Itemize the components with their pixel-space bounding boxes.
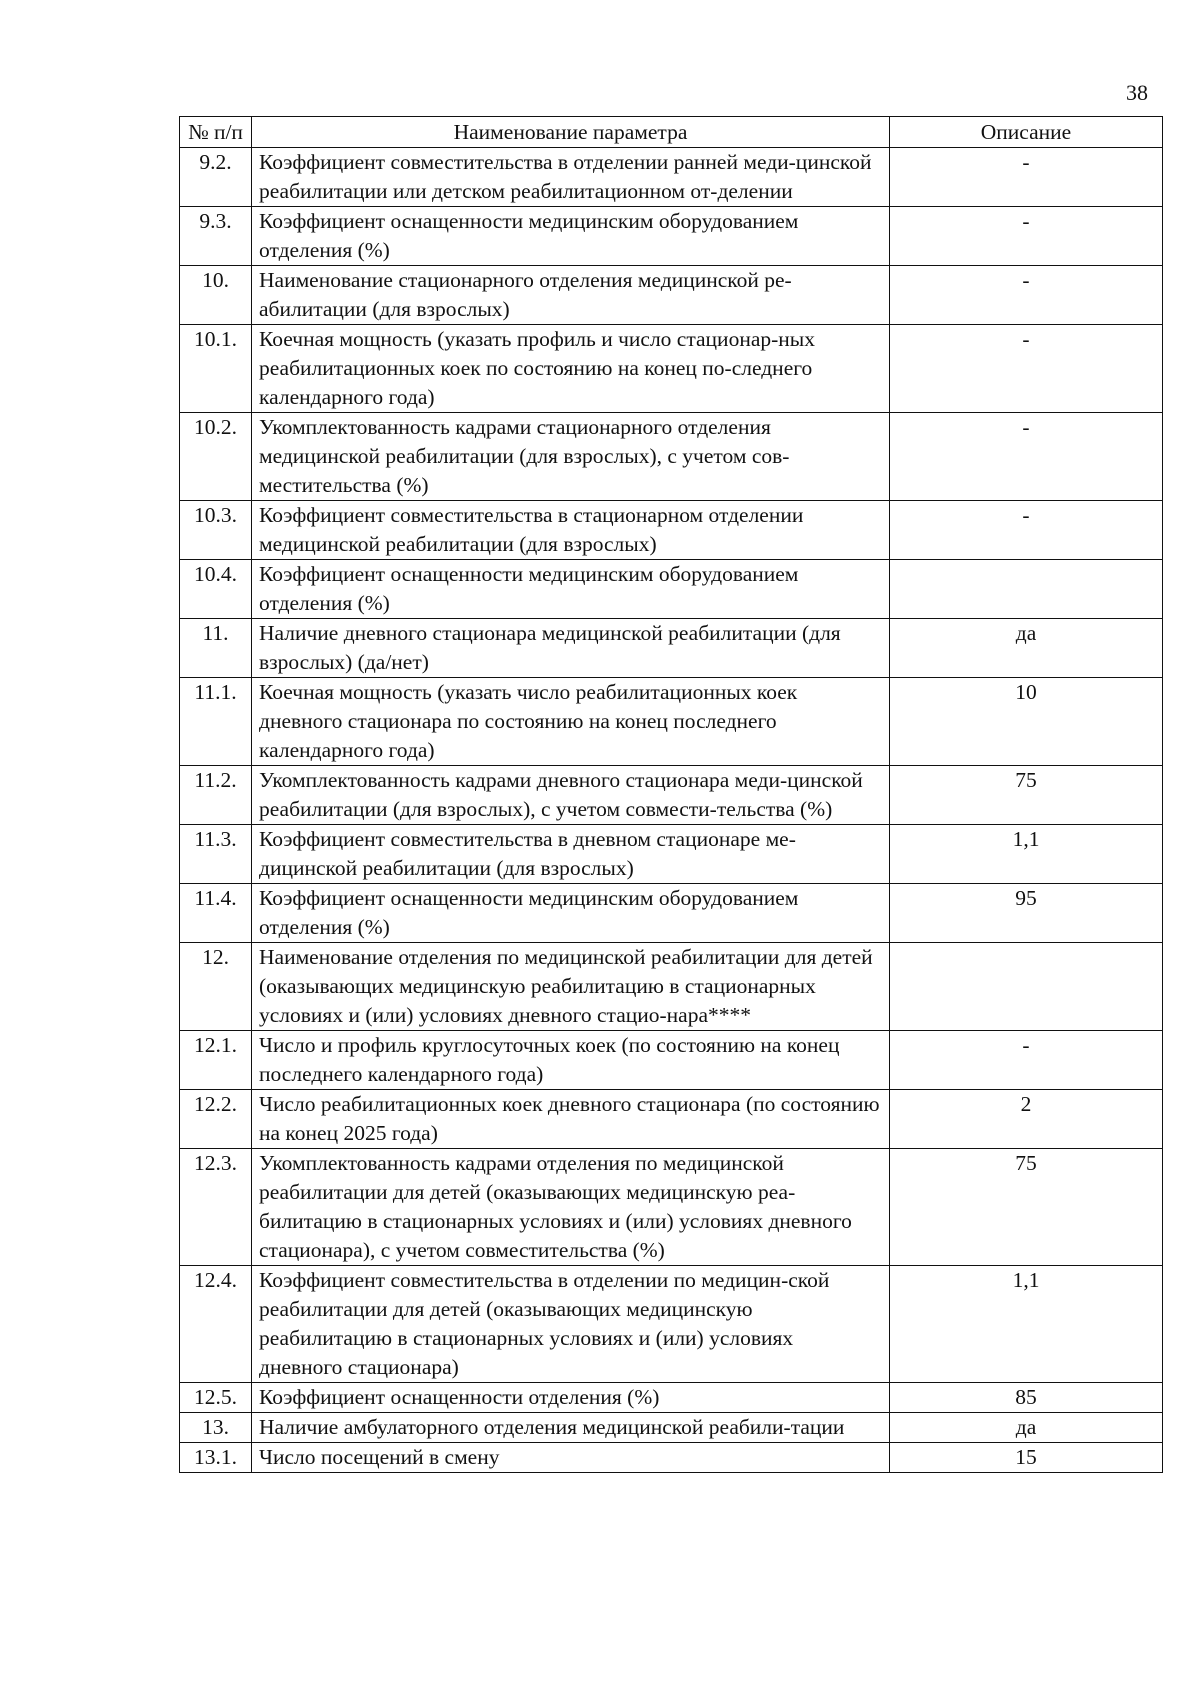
row-parameter-name: Коэффициент совместительства в стационарном отделении медицинской реабилитации (для взрослых) (252, 501, 890, 560)
table-row (180, 1383, 1163, 1413)
table-row (180, 266, 1163, 325)
row-parameter-name: Коэффициент совместительства в отделении по медицин-ской реабилитации для детей (оказывающих медицинскую реабилитацию в стационарных условиях и (или) условиях дневного стационара) (252, 1266, 890, 1383)
header-parameter-name: Наименование параметра (252, 117, 890, 148)
row-description: да (890, 1413, 1163, 1443)
row-parameter-name: Наличие амбулаторного отделения медицинской реабили-тации (252, 1413, 890, 1443)
row-description: 75 (890, 766, 1163, 825)
table-row (180, 1443, 1163, 1473)
row-number: 13. (180, 1413, 252, 1443)
table-row (180, 678, 1163, 766)
parameters-table (179, 116, 1163, 1473)
row-description: 75 (890, 1149, 1163, 1266)
row-number: 12.4. (180, 1266, 252, 1383)
row-description: 10 (890, 678, 1163, 766)
row-parameter-name: Наличие дневного стационара медицинской реабилитации (для взрослых) (да/нет) (252, 619, 890, 678)
row-description: 1,1 (890, 1266, 1163, 1383)
table-row (180, 207, 1163, 266)
row-description: 15 (890, 1443, 1163, 1473)
row-number: 9.3. (180, 207, 252, 266)
table-header-row (180, 117, 1163, 148)
row-description: - (890, 266, 1163, 325)
row-parameter-name: Укомплектованность кадрами дневного стационара меди-цинской реабилитации (для взрослых), с учетом совмести-тельства (%) (252, 766, 890, 825)
header-description: Описание (890, 117, 1163, 148)
table-row (180, 501, 1163, 560)
table-row (180, 1031, 1163, 1090)
row-parameter-name: Коэффициент оснащенности отделения (%) (252, 1383, 890, 1413)
row-number: 12.1. (180, 1031, 252, 1090)
row-description: да (890, 619, 1163, 678)
row-parameter-name: Укомплектованность кадрами стационарного отделения медицинской реабилитации (для взрослых), с учетом сов-местительства (%) (252, 413, 890, 501)
table-row (180, 825, 1163, 884)
row-parameter-name: Число реабилитационных коек дневного стационара (по состоянию на конец 2025 года) (252, 1090, 890, 1149)
row-number: 11.3. (180, 825, 252, 884)
row-number: 10.1. (180, 325, 252, 413)
row-description: 1,1 (890, 825, 1163, 884)
row-description: - (890, 148, 1163, 207)
row-number: 11.4. (180, 884, 252, 943)
table-row (180, 560, 1163, 619)
row-parameter-name: Наименование стационарного отделения медицинской ре-абилитации (для взрослых) (252, 266, 890, 325)
row-description: 85 (890, 1383, 1163, 1413)
row-description: - (890, 325, 1163, 413)
row-parameter-name: Укомплектованность кадрами отделения по медицинской реабилитации для детей (оказывающих медицинскую реа-билитацию в стационарных условиях и (или) условиях дневного стационара), с учетом совместительства (%) (252, 1149, 890, 1266)
row-number: 11.2. (180, 766, 252, 825)
row-description: - (890, 413, 1163, 501)
row-description (890, 560, 1163, 619)
row-number: 12.3. (180, 1149, 252, 1266)
table-row (180, 943, 1163, 1031)
row-parameter-name: Коэффициент оснащенности медицинским оборудованием отделения (%) (252, 560, 890, 619)
row-parameter-name: Наименование отделения по медицинской реабилитации для детей (оказывающих медицинскую реабилитацию в стационарных условиях и (или) условиях дневного стацио-нара**** (252, 943, 890, 1031)
row-parameter-name: Коэффициент оснащенности медицинским оборудованием отделения (%) (252, 884, 890, 943)
table-row (180, 1266, 1163, 1383)
row-description: - (890, 501, 1163, 560)
row-number: 12.2. (180, 1090, 252, 1149)
header-number: № п/п (180, 117, 252, 148)
row-description: - (890, 207, 1163, 266)
row-number: 12. (180, 943, 252, 1031)
row-parameter-name: Коэффициент совместительства в дневном стационаре ме-дицинской реабилитации (для взрослых) (252, 825, 890, 884)
row-number: 11. (180, 619, 252, 678)
row-number: 11.1. (180, 678, 252, 766)
row-number: 9.2. (180, 148, 252, 207)
row-description: 2 (890, 1090, 1163, 1149)
row-number: 10.3. (180, 501, 252, 560)
table-row (180, 325, 1163, 413)
table-body (180, 148, 1163, 1473)
table-row (180, 413, 1163, 501)
table-row (180, 619, 1163, 678)
row-parameter-name: Коэффициент совместительства в отделении ранней меди-цинской реабилитации или детском реабилитационном от-делении (252, 148, 890, 207)
row-parameter-name: Число посещений в смену (252, 1443, 890, 1473)
row-description: - (890, 1031, 1163, 1090)
table-row (180, 884, 1163, 943)
row-description: 95 (890, 884, 1163, 943)
row-number: 13.1. (180, 1443, 252, 1473)
table-row (180, 1149, 1163, 1266)
table-row (180, 1413, 1163, 1443)
row-number: 10. (180, 266, 252, 325)
row-number: 12.5. (180, 1383, 252, 1413)
page-number: 38 (1126, 80, 1148, 105)
row-parameter-name: Коечная мощность (указать профиль и число стационар-ных реабилитационных коек по состоянию на конец по-следнего календарного года) (252, 325, 890, 413)
table-row (180, 766, 1163, 825)
row-number: 10.2. (180, 413, 252, 501)
table-row (180, 1090, 1163, 1149)
row-description (890, 943, 1163, 1031)
row-parameter-name: Коэффициент оснащенности медицинским оборудованием отделения (%) (252, 207, 890, 266)
row-number: 10.4. (180, 560, 252, 619)
row-parameter-name: Коечная мощность (указать число реабилитационных коек дневного стационара по состоянию на конец последнего календарного года) (252, 678, 890, 766)
table-row (180, 148, 1163, 207)
row-parameter-name: Число и профиль круглосуточных коек (по состоянию на конец последнего календарного года) (252, 1031, 890, 1090)
